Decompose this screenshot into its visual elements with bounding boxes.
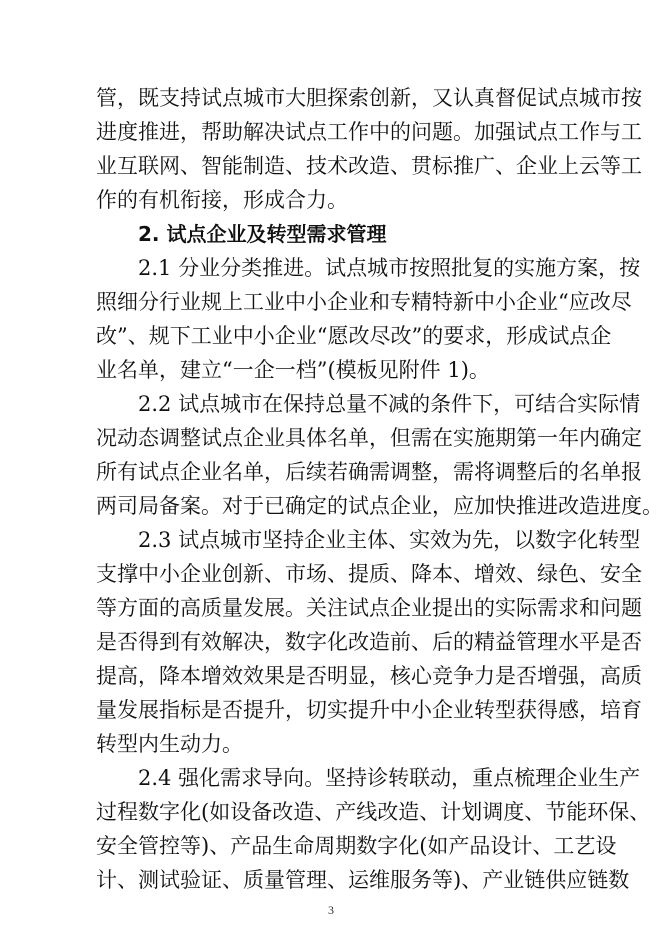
page-number: 3 (328, 903, 334, 917)
section-heading: 2. 试点企业及转型需求管理 (138, 222, 387, 246)
paragraph-line: 管，既支持试点城市大胆探索创新，又认真督促试点城市按 (96, 86, 642, 110)
paragraph-line: 是否得到有效解决，数字化改造前、后的精益管理水平是否 (96, 630, 642, 654)
paragraph-line: 支撑中小企业创新、市场、提质、降本、增效、绿色、安全 (96, 562, 642, 586)
paragraph-line: 提高，降本增效效果是否明显，核心竞争力是否增强，高质 (96, 664, 642, 688)
paragraph-line: 照细分行业规上工业中小企业和专精特新中小企业“应改尽 (96, 290, 632, 314)
paragraph-line: 2.3 试点城市坚持企业主体、实效为先，以数字化转型 (138, 528, 641, 552)
paragraph-line: 2.1 分业分类推进。试点城市按照批复的实施方案，按 (138, 256, 641, 280)
paragraph-line: 所有试点企业名单，后续若确需调整，需将调整后的名单报 (96, 460, 642, 484)
paragraph-line: 转型内生动力。 (96, 732, 243, 756)
paragraph-line: 两司局备案。对于已确定的试点企业，应加快推进改造进度。 (96, 494, 663, 518)
paragraph-line: 业互联网、智能制造、技术改造、贯标推广、企业上云等工 (96, 154, 642, 178)
paragraph-line: 计、测试验证、质量管理、运维服务等)、产业链供应链数 (96, 868, 630, 892)
paragraph-line: 改”、规下工业中小企业“愿改尽改”的要求，形成试点企 (96, 324, 612, 348)
paragraph-line: 业名单，建立“一企一档”(模板见附件 1)。 (96, 358, 490, 382)
paragraph-line: 作的有机衔接，形成合力。 (96, 188, 348, 212)
paragraph-line: 安全管控等)、产品生命周期数字化(如产品设计、工艺设 (96, 834, 617, 858)
paragraph-line: 过程数字化(如设备改造、产线改造、计划调度、节能环保、 (96, 800, 651, 824)
paragraph-line: 进度推进，帮助解决试点工作中的问题。加强试点工作与工 (96, 120, 642, 144)
paragraph-line: 2.2 试点城市在保持总量不减的条件下，可结合实际情 (138, 392, 641, 416)
paragraph-line: 量发展指标是否提升，切实提升中小企业转型获得感，培育 (96, 698, 642, 722)
paragraph-line: 等方面的高质量发展。关注试点企业提出的实际需求和问题 (96, 596, 642, 620)
paragraph-line: 况动态调整试点企业具体名单，但需在实施期第一年内确定 (96, 426, 642, 450)
paragraph-line: 2.4 强化需求导向。坚持诊转联动，重点梳理企业生产 (138, 766, 641, 790)
